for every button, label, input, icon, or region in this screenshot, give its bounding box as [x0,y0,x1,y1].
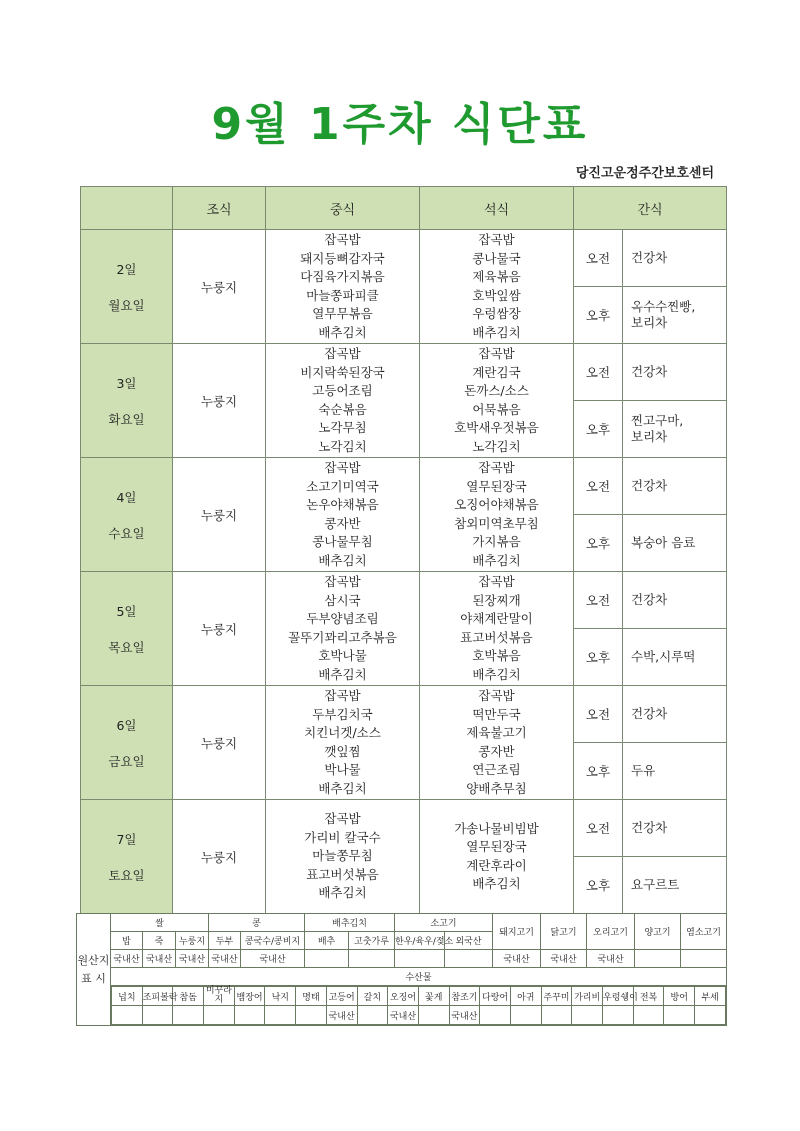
snack-item [623,629,727,686]
menu-item: 다짐육가지볶음 [300,269,385,284]
menu-item: 콩나물국 [472,250,521,266]
seafood-value [234,1006,265,1025]
breakfast-cell: 누룽지 [173,458,266,572]
snack-time-label: 오전 [574,230,623,287]
menu-item: 호박잎쌈 [472,287,521,303]
day-date: 5일 [116,603,137,619]
origin-lamb: 양고기 [635,914,681,950]
snack-line: 보리차 [631,429,668,444]
snack-time-label: 오후 [574,743,623,800]
origin-seafood: 수산물 [111,968,727,986]
snack-line: 옥수수찐빵, [631,299,696,314]
lunch-cell [266,458,420,572]
snack-line: 요구르트 [631,877,680,892]
menu-item: 가리비 칼국수 [304,829,381,845]
seafood-value: 국내산 [449,1006,480,1025]
menu-item: 잡곡밥 [324,460,361,475]
menu-item: 표고버섯볶음 [460,629,533,645]
menu-item: 돼지등뼈감자국 [300,250,385,266]
header-blank [81,187,173,230]
origin-item: 한우/육우/젖소 [395,932,445,950]
menu-table [80,186,727,914]
snack-line: 건강차 [631,820,668,835]
snack-item [623,743,727,800]
menu-item: 된장찌개 [472,592,521,608]
snack-time-label: 오전 [574,800,623,857]
seafood-item: 꽃게 [418,987,449,1006]
menu-item: 노각김치 [472,438,521,454]
menu-item: 마늘쫑무침 [312,848,373,864]
origin-value: 국내산 [143,950,176,968]
menu-item: 잡곡밥 [478,346,515,361]
header-snack: 간식 [574,187,727,230]
snack-line: 건강차 [631,706,668,721]
menu-item: 마늘쫑파피클 [306,287,379,303]
day-date: 3일 [116,375,137,391]
menu-item: 배추김치 [472,324,521,340]
seafood-item: 미꾸라지 [204,987,235,1006]
seafood-value [664,1006,695,1025]
menu-item: 고등어조림 [312,383,373,398]
menu-item: 호박새우젓볶음 [454,420,539,435]
seafood-item: 우렁쉥이 [603,987,634,1006]
menu-item: 가지볶음 [472,534,521,549]
center-name: 당진고운정주간보호센터 [575,166,714,181]
menu-item: 잡곡밥 [324,574,361,589]
snack-item [623,401,727,458]
seafood-item: 전복 [633,987,664,1006]
menu-day-row [81,686,727,743]
menu-item: 노각김치 [318,438,367,454]
day-weekday: 월요일 [108,297,145,313]
origin-value: 국내산 [176,950,209,968]
menu-item: 소고기미역국 [306,478,379,494]
menu-item: 호박볶음 [472,648,521,663]
origin-chicken: 닭고기 [541,914,587,950]
seafood-value [173,1006,204,1025]
origin-group-bean: 콩 [209,914,305,932]
snack-line: 복숭아 음료 [631,535,696,550]
menu-item: 열무된장국 [466,839,527,854]
origin-item: 고춧가루 [349,932,395,950]
origin-value: 국내산 [209,950,241,968]
menu-item: 잡곡밥 [478,688,515,703]
origin-value [395,950,445,968]
origin-item: 누룽지 [176,932,209,950]
dinner-cell [420,572,574,686]
origin-item: 두부 [209,932,241,950]
seafood-value [112,1006,143,1025]
snack-item [623,230,727,287]
dinner-cell [420,230,574,344]
day-cell [81,230,173,344]
breakfast-cell: 누룽지 [173,230,266,344]
seafood-value [603,1006,634,1025]
menu-item: 열무무볶음 [312,306,373,321]
menu-day-row [81,572,727,629]
menu-item: 박나물 [324,762,361,777]
day-date: 2일 [116,261,137,277]
menu-item: 제육볶음 [472,269,521,284]
origin-group-rice: 쌀 [111,914,209,932]
menu-item: 호박나물 [318,648,367,663]
origin-group-beef: 소고기 [395,914,493,932]
origin-value [305,950,349,968]
snack-time-label: 오전 [574,686,623,743]
origin-pork: 돼지고기 [493,914,541,950]
dinner-cell [420,800,574,914]
snack-time-label: 오후 [574,401,623,458]
menu-item: 잡곡밥 [324,232,361,247]
snack-item [623,857,727,914]
snack-item [623,572,727,629]
menu-item: 배추김치 [318,666,367,682]
day-cell [81,686,173,800]
origin-item: 밥 [111,932,143,950]
lunch-cell [266,230,420,344]
breakfast-cell: 누룽지 [173,800,266,914]
lunch-cell [266,800,420,914]
menu-item: 어묵볶음 [472,401,521,417]
snack-line: 건강차 [631,592,668,607]
snack-line: 보리차 [631,315,668,330]
snack-time-label: 오전 [574,344,623,401]
seafood-item: 주꾸미 [541,987,572,1006]
lunch-cell [266,572,420,686]
menu-item: 두부양념조림 [306,611,379,626]
origin-duck: 오리고기 [587,914,635,950]
menu-item: 꼴뚜기꽈리고추볶음 [288,629,397,645]
origin-value [635,950,681,968]
breakfast-cell: 누룽지 [173,686,266,800]
seafood-values-row [112,1006,726,1025]
dinner-cell [420,686,574,800]
seafood-table [111,986,726,1025]
origin-item: 배추 [305,932,349,950]
snack-time-label: 오후 [574,287,623,344]
origin-value [349,950,395,968]
dinner-cell [420,458,574,572]
origin-value: 국내산 [493,950,541,968]
menu-item: 배추김치 [318,324,367,340]
menu-item: 제육불고기 [466,725,527,740]
seafood-item: 참돔 [173,987,204,1006]
menu-item: 가송나물비빔밥 [454,820,539,836]
menu-item: 잡곡밥 [478,574,515,589]
menu-item: 계란후라이 [466,857,527,873]
seafood-value [265,1006,296,1025]
snack-item [623,458,727,515]
seafood-item: 갈치 [357,987,388,1006]
snack-time-label: 오후 [574,515,623,572]
origin-value: 국내산 [111,950,143,968]
menu-item: 양배추무침 [466,780,527,796]
seafood-item: 가리비 [572,987,603,1006]
menu-item: 돈까스/소스 [464,383,529,398]
snack-item [623,287,727,344]
seafood-item: 참조기 [449,987,480,1006]
menu-item: 배추김치 [472,666,521,682]
seafood-value [204,1006,235,1025]
menu-day-row [81,230,727,287]
seafood-item: 낙지 [265,987,296,1006]
breakfast-cell: 누룽지 [173,344,266,458]
menu-item: 야채계란말이 [460,611,533,626]
menu-item: 떡만두국 [472,706,521,722]
menu-item: 열무된장국 [466,478,527,494]
seafood-value [296,1006,327,1025]
snack-line: 건강차 [631,250,668,265]
origin-seafood-cell [111,986,727,1026]
day-weekday: 토요일 [108,867,145,883]
menu-item: 잡곡밥 [478,232,515,247]
menu-item: 배추김치 [318,780,367,796]
menu-header-row [81,187,727,230]
seafood-item: 오징어 [388,987,419,1006]
header-dinner: 석식 [420,187,574,230]
snack-time-label: 오후 [574,857,623,914]
snack-line: 찐고구마, [631,413,684,428]
day-date: 7일 [116,831,137,847]
menu-item: 두부김치국 [312,706,373,722]
origin-value: 국내산 [241,950,305,968]
day-date: 6일 [116,717,137,733]
seafood-value [572,1006,603,1025]
snack-line: 수박,시루떡 [631,649,696,664]
menu-item: 콩자반 [324,515,361,531]
seafood-value [633,1006,664,1025]
menu-day-row [81,458,727,515]
snack-item [623,800,727,857]
menu-item: 표고버섯볶음 [306,866,379,882]
page-title: 9월 1주차 식단표 [211,99,589,150]
seafood-item: 뱀장어 [234,987,265,1006]
menu-item: 오징어야채볶음 [454,497,539,512]
menu-day-row [81,344,727,401]
menu-item: 계란김국 [472,364,521,380]
dinner-cell [420,344,574,458]
seafood-value: 국내산 [388,1006,419,1025]
origin-item: 외국산 [445,932,493,950]
origin-value [445,950,493,968]
day-weekday: 화요일 [108,411,145,427]
menu-item: 비지락쑥된장국 [300,364,385,380]
day-cell [81,572,173,686]
menu-item: 잡곡밥 [478,460,515,475]
menu-item: 콩자반 [478,743,515,759]
snack-line: 두유 [631,763,656,778]
day-weekday: 목요일 [108,639,145,655]
menu-item: 치킨너겟/소스 [304,725,381,740]
menu-day-row [81,800,727,857]
origin-item: 콩국수/콩비지 [241,932,305,950]
origin-label: 원산지 표 시 [77,914,111,1026]
seafood-item: 넙치 [112,987,143,1006]
menu-item: 잡곡밥 [324,346,361,361]
seafood-value [541,1006,572,1025]
menu-item: 깻잎찜 [324,743,361,759]
menu-item: 콩나물무침 [312,534,373,549]
seafood-value [510,1006,541,1025]
seafood-value: 국내산 [326,1006,357,1025]
seafood-value [357,1006,388,1025]
snack-time-label: 오전 [574,572,623,629]
origin-item: 죽 [143,932,176,950]
menu-item: 논우야채볶음 [306,497,379,512]
day-date: 4일 [116,489,137,505]
origin-group-kimchi: 배추김치 [305,914,395,932]
day-cell [81,344,173,458]
header-lunch: 중식 [266,187,420,230]
origin-table [76,913,727,1026]
seafood-item: 아귀 [510,987,541,1006]
origin-goat: 염소고기 [681,914,727,950]
snack-time-label: 오후 [574,629,623,686]
menu-item: 배추김치 [472,552,521,568]
origin-value: 국내산 [587,950,635,968]
snack-line: 건강차 [631,364,668,379]
menu-item: 우렁쌈장 [472,306,521,321]
menu-item: 배추김치 [318,885,367,901]
snack-item [623,686,727,743]
day-cell [81,458,173,572]
seafood-value [480,1006,511,1025]
seafood-items-row [112,987,726,1006]
day-weekday: 수요일 [108,525,145,541]
breakfast-cell: 누룽지 [173,572,266,686]
menu-item: 참외미역초무침 [454,515,539,531]
snack-item [623,344,727,401]
seafood-item: 고등어 [326,987,357,1006]
seafood-value [142,1006,173,1025]
seafood-item: 다랑어 [480,987,511,1006]
snack-time-label: 오전 [574,458,623,515]
menu-item: 배추김치 [318,552,367,568]
lunch-cell [266,344,420,458]
day-cell [81,800,173,914]
menu-item: 노각무침 [318,420,367,435]
seafood-item: 방어 [664,987,695,1006]
header-breakfast: 조식 [173,187,266,230]
origin-value: 국내산 [541,950,587,968]
menu-item: 연근조림 [472,762,521,777]
snack-item [623,515,727,572]
menu-item: 잡곡밥 [324,811,361,827]
menu-item: 잡곡밥 [324,688,361,703]
seafood-value [418,1006,449,1025]
menu-item: 삼시국 [324,592,361,608]
menu-item: 숙순볶음 [318,401,367,417]
day-weekday: 금요일 [108,753,145,769]
lunch-cell [266,686,420,800]
origin-value [681,950,727,968]
seafood-value [695,1006,726,1025]
menu-item: 배추김치 [472,876,521,891]
seafood-item: 부세 [695,987,726,1006]
seafood-item: 명태 [296,987,327,1006]
snack-line: 건강차 [631,478,668,493]
seafood-item: 조피볼락 [142,987,173,1006]
